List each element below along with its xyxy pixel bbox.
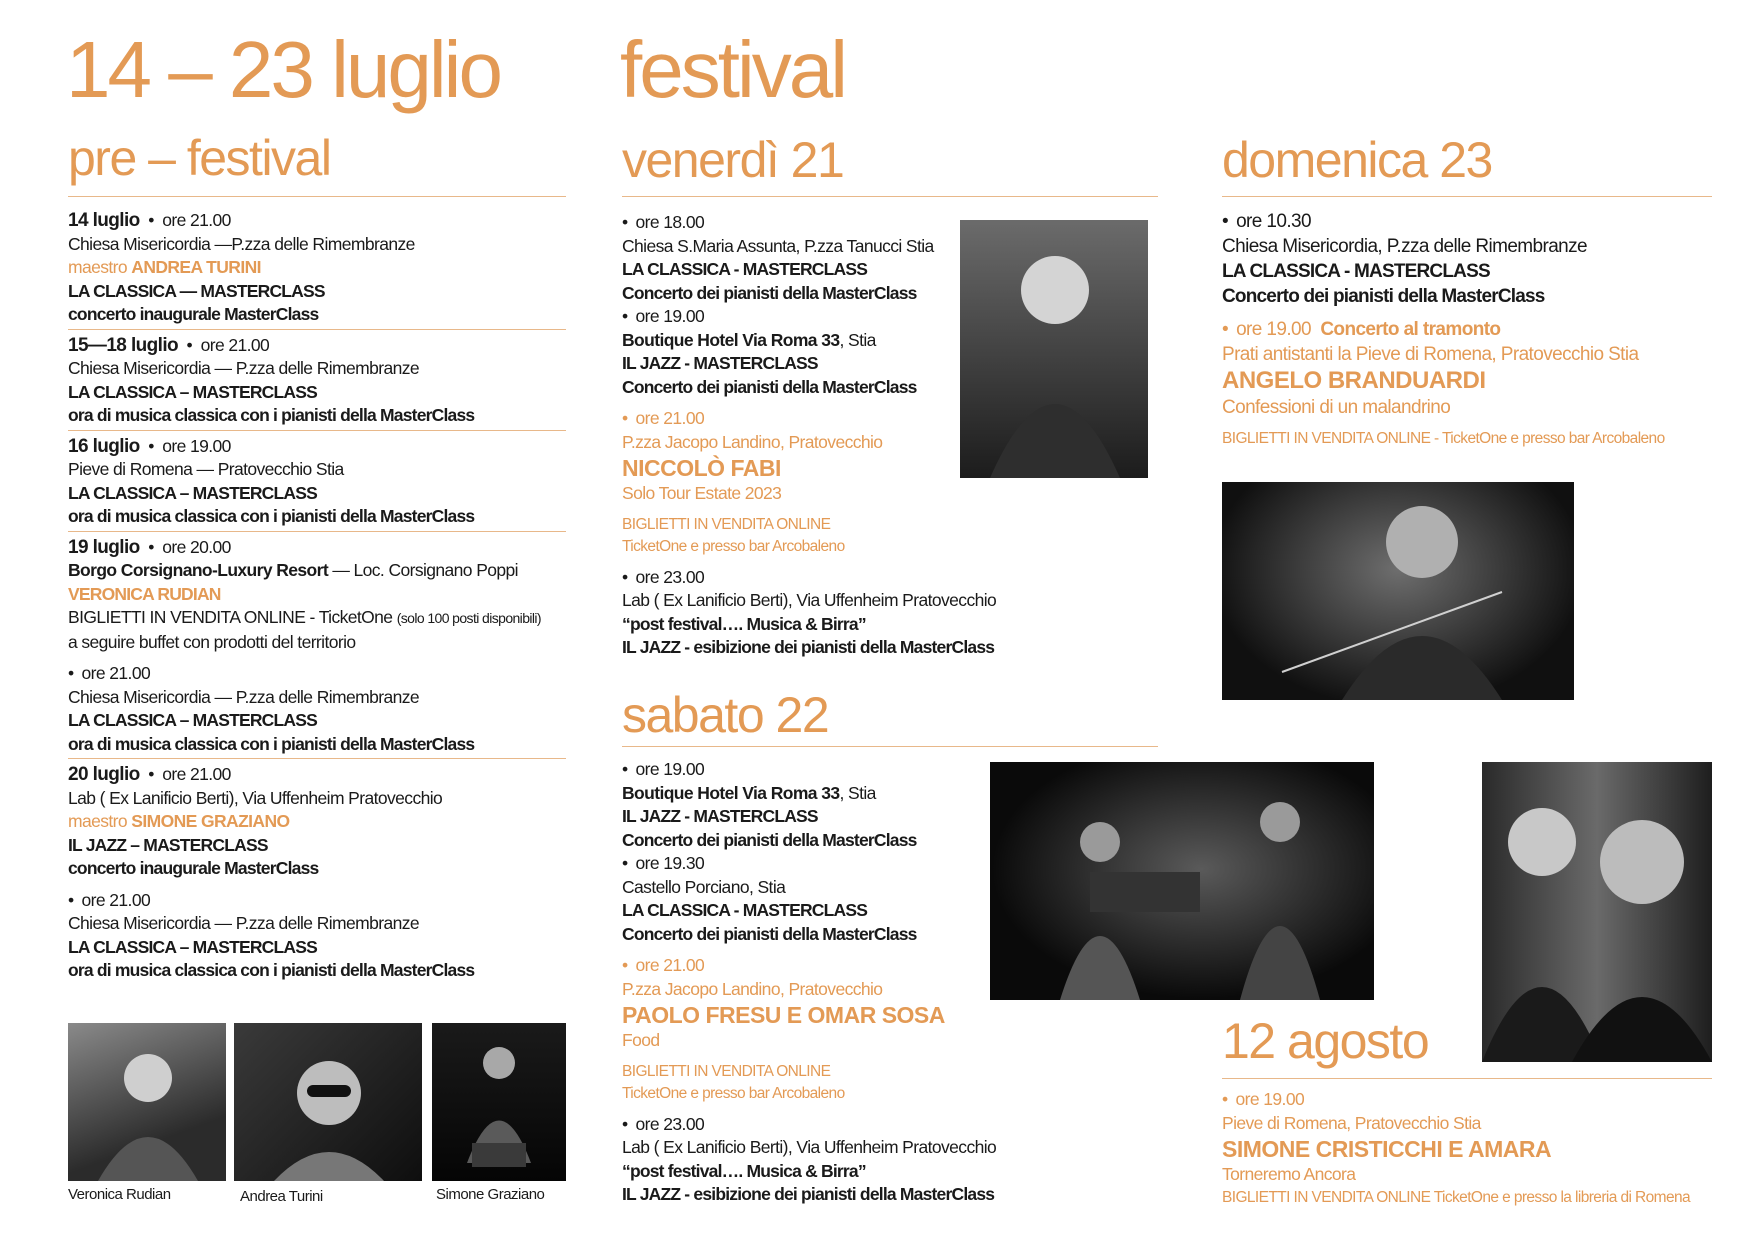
portrait-silhouette-icon (234, 1023, 422, 1181)
event-line-2: concerto inaugurale MasterClass (68, 304, 319, 324)
caption-andrea: Andrea Turini (240, 1188, 323, 1205)
event-tickets-note: (solo 100 posti disponibili) (396, 610, 541, 626)
event-time: ore 21.00 (162, 764, 231, 784)
event-date: 20 luglio (68, 764, 140, 785)
event-place: Lab ( Ex Lanificio Berti), Via Uffenheim Pratovecchio (68, 787, 443, 808)
event-time: ore 19.00 (162, 435, 231, 456)
portrait-silhouette-icon (432, 1023, 566, 1181)
duo-portrait-silhouette-icon (1482, 762, 1712, 1062)
event-20-luglio: 20 luglio • ore 21.00 Lab ( Ex Lanificio Berti), Via Uffenheim Pratovecchio maestro SIMONE GRAZIANO IL JAZZ – MASTERCLASS concerto inaugurale MasterClass • ore 21.00 Chiesa Misericordia — P.zza delle Rimembranze LA CLASSICA – MASTERCLASS ora di musica classica con i pianisti della MasterClass (68, 763, 608, 983)
event-artist: NICCOLÒ FABI (622, 455, 781, 481)
event-line-2: IL JAZZ - esibizione dei pianisti della MasterClass (622, 637, 995, 657)
event-16-luglio: 16 luglio • ore 19.00 Pieve di Romena — Pratovecchio Stia LA CLASSICA – MASTERCLASS ora di musica classica con i pianisti della MasterClass (68, 435, 608, 529)
event-tickets: BIGLIETTI IN VENDITA ONLINE - TicketOne (68, 607, 397, 627)
event-time: • ore 18.00 (622, 211, 1072, 235)
event-line-1: LA CLASSICA - MASTERCLASS (622, 259, 868, 279)
divider (68, 758, 566, 759)
domenica-list (1222, 210, 1722, 450)
event-place-bold: Borgo Corsignano-Luxury Resort (68, 560, 329, 580)
event-place: Lab ( Ex Lanificio Berti), Via Uffenheim Pratovecchio (622, 590, 997, 610)
event-time: ore 20.00 (162, 536, 231, 557)
event-artist: PAOLO FRESU E OMAR SOSA (622, 1002, 945, 1028)
venerdi-rule (622, 196, 1158, 197)
event-line-1: LA CLASSICA – MASTERCLASS (68, 381, 317, 402)
caption-veronica: Veronica Rudian (68, 1186, 171, 1203)
event-line-1: IL JAZZ - MASTERCLASS (622, 806, 818, 826)
event-time: • ore 23.00 (622, 1113, 1072, 1137)
event-place: Castello Porciano, Stia (622, 876, 786, 897)
photo-veronica-rudian (68, 1023, 226, 1181)
tickets-line-2: TicketOne e presso bar Arcobaleno (622, 1084, 845, 1102)
portrait-silhouette-icon (68, 1023, 226, 1181)
tickets-line-1: BIGLIETTI IN VENDITA ONLINE (622, 1062, 831, 1080)
sabato-list (622, 758, 1072, 1207)
event-time: • ore 19.00 (622, 305, 1072, 329)
photo-angelo-branduardi (1222, 482, 1574, 700)
event-line-1: IL JAZZ – MASTERCLASS (68, 834, 268, 855)
event-line-2: Concerto dei pianisti della MasterClass (1222, 285, 1545, 307)
event-date: 16 luglio (68, 435, 140, 457)
event-place-rest: , Stia (839, 782, 876, 803)
event-line-2: IL JAZZ - esibizione dei pianisti della MasterClass (622, 1184, 995, 1204)
agosto-rule (1222, 1078, 1712, 1079)
event-line-2: Concerto dei pianisti della MasterClass (622, 376, 917, 397)
photo-simone-graziano (432, 1023, 566, 1181)
divider (68, 531, 566, 532)
event-place: Chiesa Misericordia —P.zza delle Rimembranze (68, 233, 415, 254)
event-time: • ore 23.00 (622, 566, 1072, 590)
event-time: • ore 21.00 (622, 954, 1072, 978)
event-place-2: Chiesa Misericordia — P.zza delle Rimembranze (68, 686, 420, 707)
event-date: 19 luglio (68, 536, 140, 558)
event-date: 15—18 luglio (68, 334, 179, 356)
event-tickets: BIGLIETTI IN VENDITA ONLINE - TicketOne e presso bar Arcobaleno (1222, 429, 1665, 447)
event-place: P.zza Jacopo Landino, Pratovecchio (622, 978, 883, 999)
event-line-1: LA CLASSICA – MASTERCLASS (68, 482, 317, 503)
event-subtitle: Torneremo Ancora (1222, 1164, 1356, 1184)
event-time-2: • ore 21.00 (68, 662, 608, 686)
event-place-bold: Boutique Hotel Via Roma 33 (622, 782, 840, 803)
event-time: • ore 19.00 (1222, 1088, 1722, 1112)
event-after: a seguire buffet con prodotti del territorio (68, 631, 356, 652)
event-line-1: IL JAZZ - MASTERCLASS (622, 353, 818, 373)
event-artist: VERONICA RUDIAN (68, 583, 221, 604)
event-line-1: LA CLASSICA – MASTERCLASS (68, 710, 317, 730)
event-date: 14 luglio (68, 210, 140, 231)
event-place: Pieve di Romena — Pratovecchio Stia (68, 459, 344, 479)
event-line-2: Concerto dei pianisti della MasterClass (622, 829, 917, 850)
event-time: ore 21.00 (200, 334, 270, 355)
venerdi-title: venerdì 21 (622, 132, 844, 188)
sabato-title: sabato 22 (622, 687, 829, 743)
prefestival-rule (68, 196, 566, 197)
event-label: Concerto al tramonto (1320, 318, 1501, 340)
event-line-1: “post festival…. Musica & Birra” (622, 1160, 866, 1181)
event-15-18-luglio: 15—18 luglio • ore 21.00 Chiesa Misericordia — P.zza delle Rimembranze LA CLASSICA – MASTERCLASS ora di musica classica con i pianisti della MasterClass (68, 334, 608, 428)
maestro-name: SIMONE GRAZIANO (131, 811, 290, 831)
event-place: Chiesa Misericordia — P.zza delle Rimembranze (68, 358, 420, 378)
event-line-2: Concerto dei pianisti della MasterClass (622, 923, 917, 944)
photo-cristicchi-amara (1482, 762, 1712, 1062)
event-line-2: Concerto dei pianisti della MasterClass (622, 282, 917, 303)
tickets-line-1: BIGLIETTI IN VENDITA ONLINE (622, 515, 831, 533)
event-place: Pieve di Romena, Pratovecchio Stia (1222, 1112, 1481, 1133)
event-place: Prati antistanti la Pieve di Romena, Pratovecchio Stia (1222, 343, 1639, 365)
event-place-rest: , Stia (839, 329, 876, 350)
divider (68, 329, 566, 330)
event-line-2: concerto inaugurale MasterClass (68, 858, 319, 878)
event-line-2: ora di musica classica con i pianisti della MasterClass (68, 733, 475, 754)
event-subtitle: Confessioni di un malandrino (1222, 396, 1451, 418)
sabato-rule (622, 746, 1158, 747)
event-artist: ANGELO BRANDUARDI (1222, 366, 1486, 394)
prefestival-list (68, 209, 608, 983)
event-time-2: • ore 21.00 (68, 889, 608, 913)
festival-dates: 14 – 23 luglio (66, 25, 500, 114)
domenica-rule (1222, 196, 1712, 197)
event-14-luglio: 14 luglio • ore 21.00 Chiesa Misericordia —P.zza delle Rimembranze maestro ANDREA TURINI LA CLASSICA — MASTERCLASS concerto inaugurale MasterClass (68, 209, 608, 327)
event-time: • ore 19.00 (1222, 319, 1311, 340)
event-line-3: LA CLASSICA – MASTERCLASS (68, 936, 317, 957)
violinist-silhouette-icon (1222, 482, 1574, 700)
maestro-prefix: maestro (68, 811, 132, 831)
prefestival-title: pre – festival (68, 130, 331, 186)
maestro-name: ANDREA TURINI (131, 257, 261, 277)
event-line-2: ora di musica classica con i pianisti della MasterClass (68, 506, 475, 526)
venerdi-list (622, 211, 1072, 660)
event-place-bold: Boutique Hotel Via Roma 33 (622, 329, 840, 350)
caption-simone: Simone Graziano (436, 1186, 545, 1203)
event-time: • ore 19.30 (622, 852, 1072, 876)
event-time: ore 21.00 (162, 210, 231, 230)
event-subtitle: Food (622, 1030, 660, 1050)
event-subtitle: Solo Tour Estate 2023 (622, 483, 782, 503)
festival-heading: festival (620, 25, 845, 114)
event-place: P.zza Jacopo Landino, Pratovecchio (622, 431, 883, 452)
event-time: • ore 10.30 (1222, 210, 1722, 234)
event-time: • ore 21.00 (622, 407, 1072, 431)
event-place: Chiesa Misericordia, P.zza delle Rimembranze (1222, 235, 1588, 257)
event-line-1: LA CLASSICA - MASTERCLASS (622, 900, 868, 920)
event-place: Chiesa S.Maria Assunta, P.zza Tanucci Stia (622, 235, 934, 256)
event-place-rest: — Loc. Corsignano Poppi (328, 560, 518, 580)
event-line-1: “post festival…. Musica & Birra” (622, 613, 866, 634)
tickets-line-2: TicketOne e presso bar Arcobaleno (622, 537, 845, 555)
maestro-prefix: maestro (68, 257, 132, 277)
event-line-1: LA CLASSICA - MASTERCLASS (1222, 260, 1490, 282)
event-place: Lab ( Ex Lanificio Berti), Via Uffenheim Pratovecchio (622, 1137, 997, 1157)
event-19-luglio: 19 luglio • ore 20.00 Borgo Corsignano-Luxury Resort — Loc. Corsignano Poppi VERONICA RUDIAN BIGLIETTI IN VENDITA ONLINE - TicketOne (solo 100 posti disponibili) a seguire buffet con prodotti del territorio • ore 21.00 Chiesa Misericordia — P.zza delle Rimembranze LA CLASSICA – MASTERCLASS ora di musica classica con i pianisti della MasterClass (68, 536, 608, 757)
event-line-2: ora di musica classica con i pianisti della MasterClass (68, 405, 475, 425)
domenica-title: domenica 23 (1222, 132, 1492, 188)
event-time: • ore 19.00 (622, 758, 1072, 782)
event-place-2: Chiesa Misericordia — P.zza delle Rimembranze (68, 913, 420, 933)
event-artist: SIMONE CRISTICCHI E AMARA (1222, 1136, 1552, 1162)
agosto-event (1222, 1088, 1722, 1209)
event-line-1: LA CLASSICA — MASTERCLASS (68, 280, 325, 301)
divider (68, 430, 566, 431)
event-line-4: ora di musica classica con i pianisti della MasterClass (68, 960, 475, 980)
event-tickets: BIGLIETTI IN VENDITA ONLINE TicketOne e presso la libreria di Romena (1222, 1188, 1691, 1206)
photo-andrea-turini (234, 1023, 422, 1181)
agosto-title: 12 agosto (1222, 1013, 1429, 1069)
